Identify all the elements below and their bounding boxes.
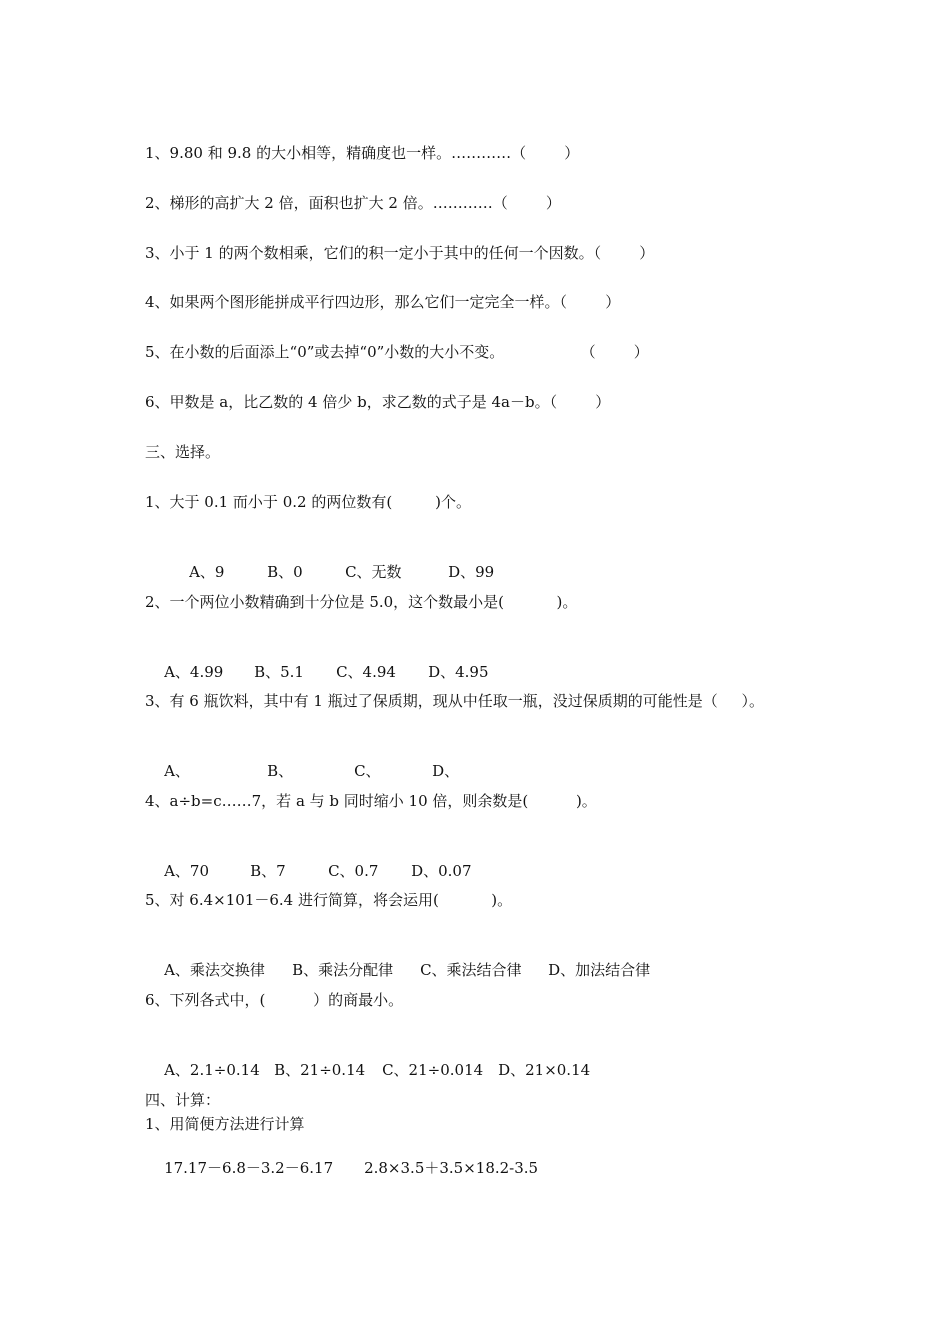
option-d: D、加法结合律 — [548, 961, 651, 979]
option-a: A、70 — [164, 862, 209, 880]
section-3-title: 三、选择。 — [145, 443, 221, 461]
section-4-title: 四、计算： — [145, 1091, 221, 1109]
choice-question-2: 2、一个两位小数精确到十分位是 5.0，这个数最小是( )。 — [145, 593, 578, 611]
option-a: A、 — [164, 762, 190, 780]
option-d: D、0.07 — [411, 862, 472, 880]
choice-question-6: 6、下列各式中，( ）的商最小。 — [145, 991, 404, 1009]
option-a: A、乘法交换律 — [164, 961, 265, 979]
option-c: C、乘法结合律 — [420, 961, 522, 979]
tf-question-5: 5、在小数的后面添上“0”或去掉“0”小数的大小不变。 （ ） — [145, 343, 649, 361]
option-d: D、 — [432, 762, 460, 780]
option-c: C、无数 — [345, 563, 402, 581]
tf-question-4: 4、如果两个图形能拼成平行四边形，那么它们一定完全一样。（ ） — [145, 293, 621, 311]
option-a: A、4.99 — [164, 663, 224, 681]
choice-question-1: 1、大于 0.1 而小于 0.2 的两位数有( )个。 — [145, 493, 471, 511]
tf-question-6: 6、甲数是 a，比乙数的 4 倍少 b，求乙数的式子是 4a－b。（ ） — [145, 393, 611, 411]
option-d: D、21×0.14 — [498, 1061, 591, 1079]
option-b: B、5.1 — [254, 663, 304, 681]
tf-question-3: 3、小于 1 的两个数相乘，它们的积一定小于其中的任何一个因数。（ ） — [145, 244, 655, 262]
option-c: C、0.7 — [328, 862, 379, 880]
calc-expressions — [145, 1138, 538, 1198]
option-b: B、7 — [250, 862, 286, 880]
option-b: B、 — [267, 762, 294, 780]
option-b: B、0 — [267, 563, 303, 581]
calc-subheading: 1、用简便方法进行计算 — [145, 1115, 305, 1133]
option-b: B、乘法分配律 — [292, 961, 394, 979]
option-c: C、4.94 — [336, 663, 396, 681]
option-b: B、21÷0.14 — [274, 1061, 366, 1079]
option-d: D、4.95 — [428, 663, 489, 681]
option-a: A、9 — [189, 563, 225, 581]
option-a: A、2.1÷0.14 — [164, 1061, 260, 1079]
option-c: C、21÷0.014 — [382, 1061, 484, 1079]
choice-question-3: 3、有 6 瓶饮料，其中有 1 瓶过了保质期，现从中任取一瓶，没过保质期的可能性是（ ）。 — [145, 692, 765, 710]
tf-question-1: 1、9.80 和 9.8 的大小相等，精确度也一样。…………（ ） — [145, 144, 580, 162]
choice-question-4: 4、a÷b=c……7，若 a 与 b 同时缩小 10 倍，则余数是( )。 — [145, 792, 597, 810]
tf-question-2: 2、梯形的高扩大 2 倍，面积也扩大 2 倍。…………（ ） — [145, 194, 561, 212]
calc-expression-2: 2.8×3.5＋3.5×18.2-3.5 — [364, 1159, 539, 1177]
option-c: C、 — [354, 762, 381, 780]
calc-expression-1: 17.17－6.8－3.2－6.17 — [164, 1159, 334, 1177]
choice-question-5: 5、对 6.4×101－6.4 进行简算，将会运用( )。 — [145, 891, 513, 909]
option-d: D、99 — [448, 563, 495, 581]
